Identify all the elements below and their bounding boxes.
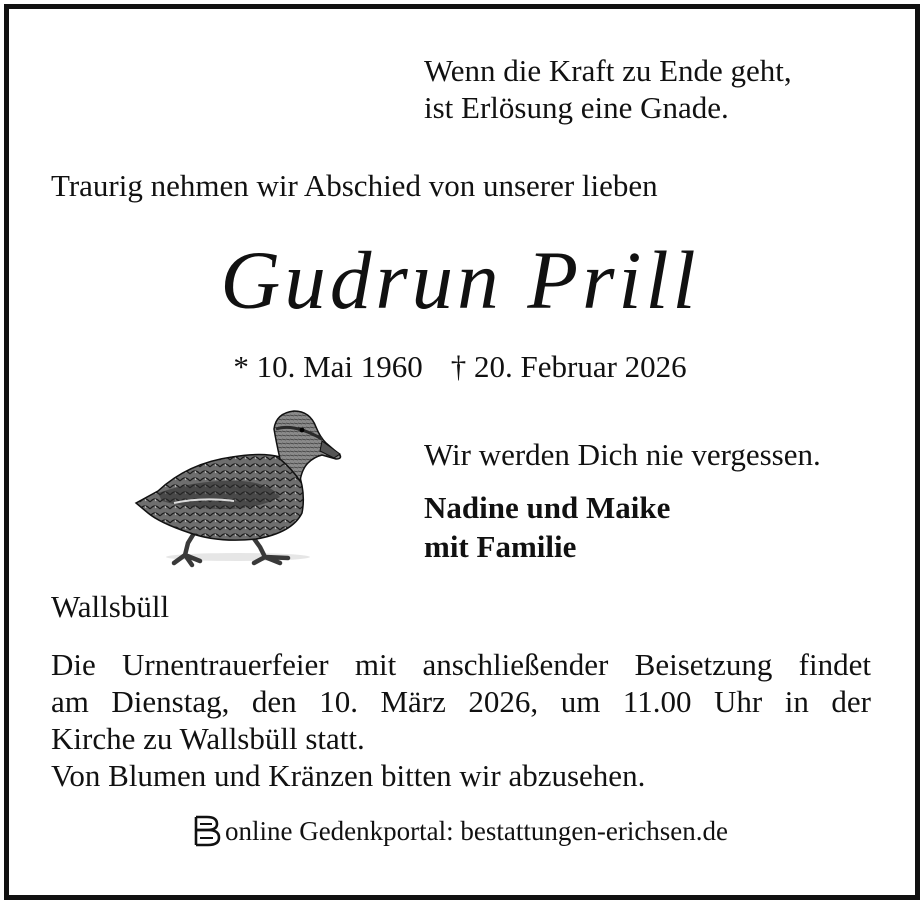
ceremony-line-3: Kirche zu Wallsbüll statt. xyxy=(51,721,365,756)
memorial-quote xyxy=(424,52,792,126)
farewell-text: Wir werden Dich nie vergessen. xyxy=(424,437,821,472)
ceremony-line-2: am Dienstag, den 10. März 2026, um 11.00 Uhr in der xyxy=(51,684,871,719)
signers-line-2: mit Familie xyxy=(424,529,577,564)
portal-link[interactable]: online Gedenkportal: bestattungen-erichsen.de xyxy=(224,816,729,846)
quote-line-1: Wenn die Kraft zu Ende geht, xyxy=(424,53,792,88)
signers-line-1: Nadine und Maike xyxy=(424,490,671,525)
quote-line-2: ist Erlösung eine Gnade. xyxy=(424,90,729,125)
duck-icon xyxy=(130,405,345,575)
ceremony-line-1: Die Urnentrauerfeier mit anschließender Beisetzung findet xyxy=(51,647,871,682)
signers xyxy=(424,488,670,566)
death-date: † 20. Februar 2026 xyxy=(450,349,687,384)
birth-date: * 10. Mai 1960 xyxy=(233,349,423,384)
deceased-name: Gudrun Prill xyxy=(220,234,700,326)
ceremony-line-4: Von Blumen und Kränzen bitten wir abzusehen. xyxy=(51,758,646,793)
place-name: Wallsbüll xyxy=(51,589,170,624)
eb-logo-icon xyxy=(192,814,222,848)
intro-text: Traurig nehmen wir Abschied von unserer lieben xyxy=(51,168,658,203)
life-dates xyxy=(0,349,920,385)
memorial-portal xyxy=(0,814,920,848)
ceremony-notice xyxy=(51,646,871,794)
